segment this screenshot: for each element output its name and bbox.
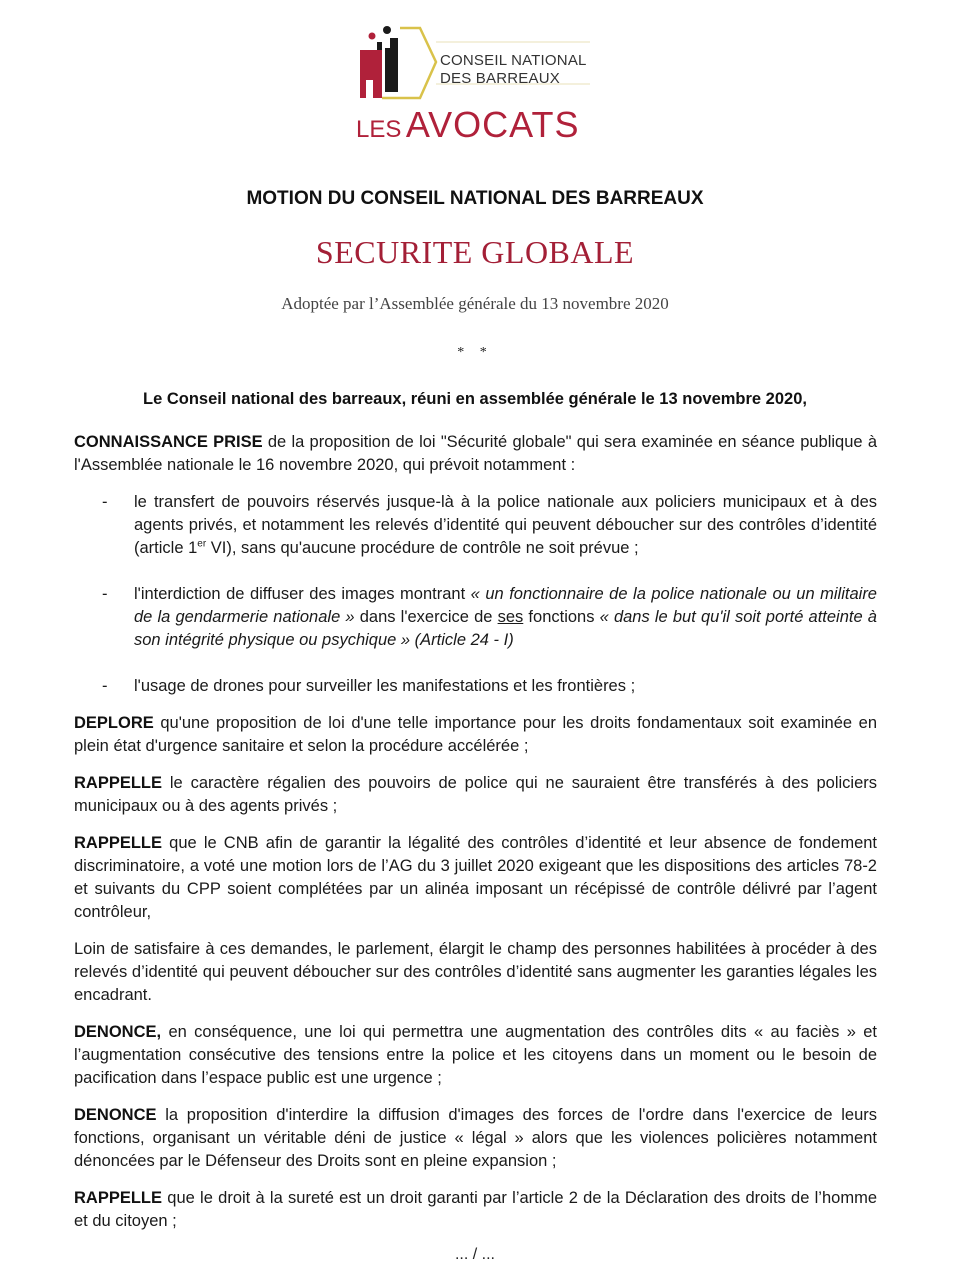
paragraph-lead: CONNAISSANCE PRISE [74,433,263,451]
logo-line-1: CONSEIL NATIONAL [440,52,587,69]
paragraph-lead: DENONCE [74,1106,157,1124]
logo-line-2: DES BARREAUX [440,70,560,87]
quote-italic: « un fonctionnaire de la police nationale ou un militaire de la gendarmerie nationale » [134,585,877,626]
paragraph-text: en conséquence, une loi qui permettra une augmentation des contrôles dits « au faciès » et l’augmentation consécutive des tensions entre la police et les citoyens dans un moment ou le besoin de pacification dans l’espace public est une urgence ; [74,1023,877,1087]
logo-avocats: AVOCATS [405,104,580,145]
paragraph-text: de la proposition de loi "Sécurité globale" qui sera examinée en séance publique à l'Assemblée nationale le 16 novembre 2020, qui prévoit notamment : [74,433,877,474]
paragraph-denonce-1 [74,1021,877,1090]
logo-les: LES [356,116,402,143]
paragraph-lead: RAPPELLE [74,774,163,792]
bullet-dash: - [102,493,108,511]
bullet-text: l'interdiction de diffuser des images montrant [134,585,471,603]
paragraph-lead: DENONCE, [74,1023,162,1041]
paragraph-rappelle-2 [74,832,877,924]
intro-line: Le Conseil national des barreaux, réuni en assemblée générale le 13 novembre 2020, [143,390,807,408]
paragraph-connaissance [74,431,877,477]
bullet-text: le transfert de pouvoirs réservés jusque-là à la police nationale aux policiers municipaux et à des agents privés, et notamment les relevés d’identité qui peuvent déboucher sur des contrôles d’identité (article 1 [134,493,877,557]
paragraph-text: Loin de satisfaire à ces demandes, le parlement, élargit le champ des personnes habilitées à procéder à des relevés d’identité qui peuvent déboucher sur des contrôles d’identité sans augmenter les garanties légales les encadrant. [74,940,877,1004]
paragraph-text: que le droit à la sureté est un droit garanti par l’article 2 de la Déclaration des droits de l’homme et du citoyen ; [74,1189,877,1230]
paragraph-loin [74,938,877,1007]
superscript: er [197,538,207,550]
bullet-dash: - [102,585,108,603]
bullet-text-mid: dans l'exercice de [354,608,498,626]
bullet-text-end: VI), sans qu'aucune procédure de contrôle ne soit prévue ; [206,539,639,557]
list-item [74,583,877,652]
document-title: MOTION DU CONSEIL NATIONAL DES BARREAUX [246,188,704,209]
paragraph-text: que le CNB afin de garantir la légalité des contrôles d’identité et leur absence de fondement discriminatoire, a voté une motion lors de l’AG du 3 juillet 2020 exigeant que les dispositions des articles 78-2 et suivants du CPP soient complétées par un alinéa imposant un récépissé de contrôle délivré par l’agent contrôleur, [74,834,877,921]
paragraph-lead: DEPLORE [74,714,154,732]
quote-italic-2: « dans le but qu'il soit porté atteinte à son intégrité physique ou psychique » (Article 24 - I) [134,608,877,649]
paragraph-text: le caractère régalien des pouvoirs de police qui ne sauraient être transférés à des policiers municipaux ou à des agents privés ; [74,774,877,815]
page-continuation: ... / ... [454,1246,495,1263]
paragraph-lead: RAPPELLE [74,834,163,852]
paragraph-lead: RAPPELLE [74,1189,163,1207]
bullet-dash: - [102,677,108,695]
paragraph-rappelle-1 [74,772,877,818]
motion-body [74,431,877,1247]
list-item [74,675,877,698]
bullet-text: l'usage de drones pour surveiller les manifestations et les frontières ; [134,677,636,695]
separator-stars: * * [457,345,493,360]
paragraph-denonce-2 [74,1104,877,1173]
paragraph-deplore [74,712,877,758]
list-item [74,491,877,560]
cnb-logo [352,22,592,152]
paragraph-text: qu'une proposition de loi d'une telle importance pour les droits fondamentaux soit examinée en plein état d'urgence sanitaire et selon la procédure accélérée ; [74,714,877,755]
underlined-word: ses [497,608,524,626]
adoption-date: Adoptée par l’Assemblée générale du 13 novembre 2020 [281,294,669,313]
bullet-text-mid2: fonctions [523,608,600,626]
logo-wordmark [356,104,580,146]
provisions-list [74,491,877,698]
paragraph-rappelle-3 [74,1187,877,1233]
paragraph-text: la proposition d'interdire la diffusion d'images des forces de l'ordre dans l'exercice de leurs fonctions, organisant un véritable déni de justice « légal » alors que les violences policières notamment dénoncées par le Défenseur des Droits sont en pleine expansion ; [74,1106,877,1170]
motion-subject: SECURITE GLOBALE [315,234,635,270]
